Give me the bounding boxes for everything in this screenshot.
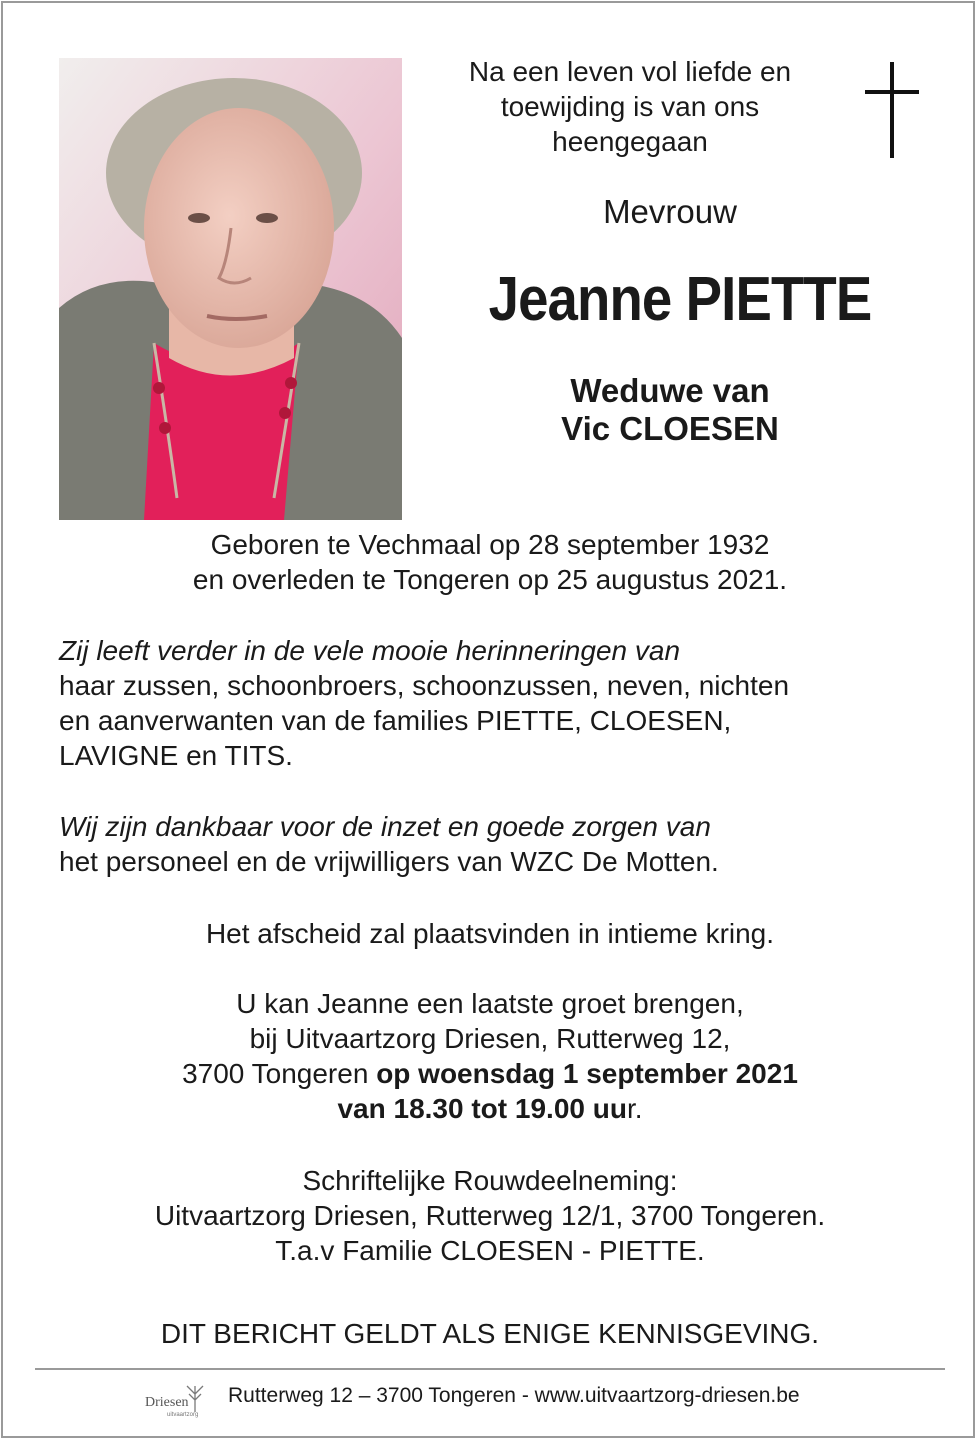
- cross-icon: [862, 60, 922, 160]
- deceased-name: Jeanne PIETTE: [488, 265, 872, 334]
- visit-date: op woensdag 1 september 2021: [376, 1058, 798, 1089]
- intro-text: [430, 54, 830, 159]
- visit-line-4: [40, 1091, 940, 1126]
- visit-line-3-plain: 3700 Tongeren: [182, 1058, 377, 1089]
- footer-address: Rutterweg 12 – 3700 Tongeren - www.uitvaartzorg-driesen.be: [228, 1384, 800, 1407]
- footer-divider: [35, 1368, 945, 1370]
- memory-line-3: en aanverwanten van de families PIETTE, CLOESEN,: [59, 705, 732, 736]
- logo-subtext: uitvaartzorg: [167, 1412, 199, 1418]
- notice-line: DIT BERICHT GELDT ALS ENIGE KENNISGEVING.: [160, 1318, 820, 1349]
- condolence-line-3: T.a.v Familie CLOESEN - PIETTE.: [275, 1235, 705, 1266]
- intro-line-2: toewijding is van ons: [500, 91, 760, 122]
- visit-time: van 18.30 tot 19.00 uu: [337, 1093, 627, 1124]
- condolence-line-1: Schriftelijke Rouwdeelneming:: [302, 1165, 678, 1196]
- tree-icon: [187, 1386, 203, 1412]
- widow-line-1: Weduwe van: [570, 372, 770, 409]
- thanks-line-2: het personeel en de vrijwilligers van WZC De Motten.: [59, 846, 719, 877]
- birth-line-1: Geboren te Vechmaal op 28 september 1932: [210, 529, 770, 560]
- birth-line-2: en overleden te Tongeren op 25 augustus 2021.: [192, 564, 788, 595]
- visit-line-1: U kan Jeanne een laatste groet brengen,: [236, 988, 744, 1019]
- thanks-line-1: Wij zijn dankbaar voor de inzet en goede zorgen van: [59, 811, 711, 842]
- farewell-line: Het afscheid zal plaatsvinden in intieme kring.: [205, 918, 775, 949]
- portrait-photo: [59, 58, 402, 520]
- driesen-logo: [143, 1376, 211, 1420]
- logo-text: Driesen: [145, 1395, 189, 1410]
- intro-line-1: Na een leven vol liefde en: [468, 56, 792, 87]
- visit-line-2: bij Uitvaartzorg Driesen, Rutterweg 12,: [249, 1023, 731, 1054]
- condolence-line-2: Uitvaartzorg Driesen, Rutterweg 12/1, 3700 Tongeren.: [154, 1200, 826, 1231]
- widow-of: [470, 372, 870, 448]
- memory-line-1: Zij leeft verder in de vele mooie herinneringen van: [59, 635, 681, 666]
- memory-line-2: haar zussen, schoonbroers, schoonzussen, neven, nichten: [59, 670, 790, 701]
- widow-line-2: Vic CLOESEN: [561, 410, 779, 447]
- visit-line-3: [40, 1056, 940, 1091]
- honorific: Mevrouw: [603, 193, 737, 230]
- visit-line-4-plain: r.: [626, 1093, 643, 1124]
- memory-line-4: LAVIGNE en TITS.: [59, 740, 293, 771]
- intro-line-3: heengegaan: [552, 126, 708, 157]
